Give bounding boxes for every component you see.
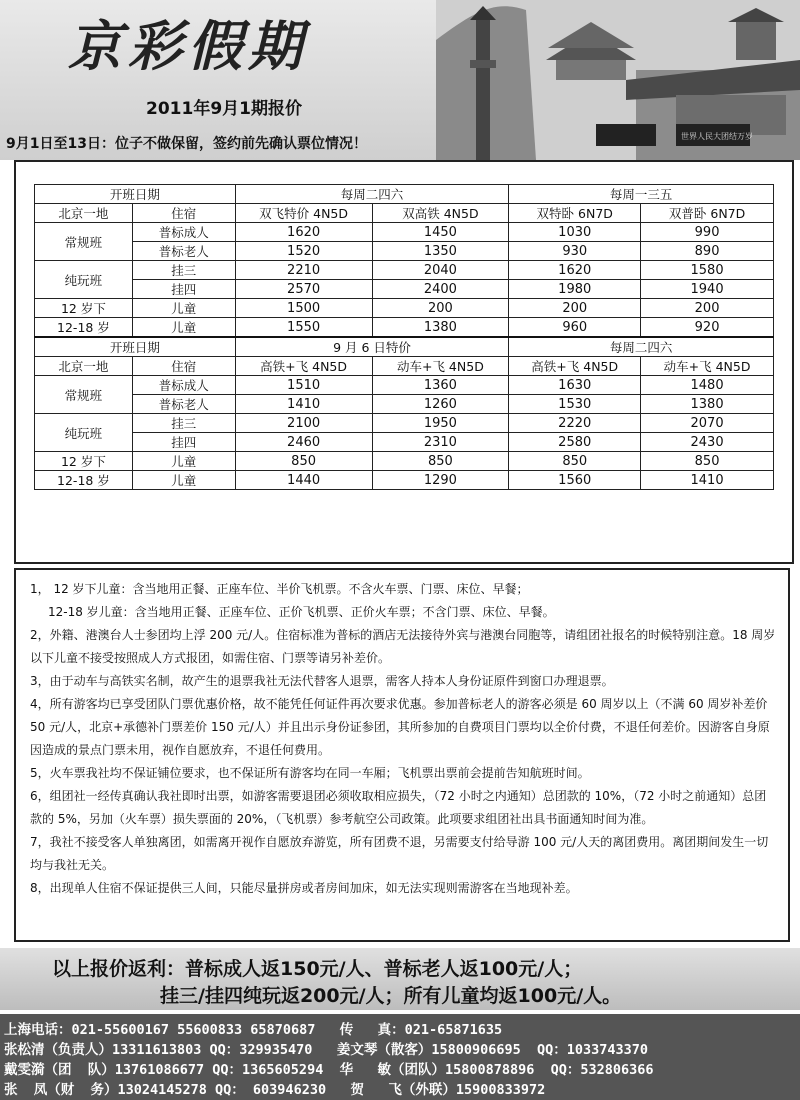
class-cell: 12-18 岁 xyxy=(35,471,133,490)
group-a-header: 每周二四六 xyxy=(235,185,509,204)
stay-cell: 儿童 xyxy=(132,471,235,490)
terms-notes xyxy=(14,568,790,942)
price-cell: 1580 xyxy=(641,261,774,280)
class-cell: 纯玩班 xyxy=(35,414,133,452)
note-item: 2，外籍、港澳台人士参团均上浮 200 元/人。住宿标准为普标的酒店无法接待外宾与港澳台同胞等，请组团社报名的时候特别注意。18 周岁以下儿童不接受按照成人方式报团，如需住宿、门票等请另补差价。 xyxy=(30,628,776,665)
note-item: 7，我社不接受客人单独离团，如需离开视作自愿放弃游览，所有团费不退，另需要支付给导游 100 元/人天的离团费用。离团期间发生一切均与我社无关。 xyxy=(30,835,769,872)
price-cell: 850 xyxy=(235,452,372,471)
stay-cell: 普标老人 xyxy=(132,242,235,261)
price-table xyxy=(34,184,774,490)
tiananmen-sign: 世界人民大团结万岁 xyxy=(681,132,753,141)
price-cell: 200 xyxy=(641,299,774,318)
table2-group-header xyxy=(35,337,774,357)
price-cell: 2310 xyxy=(372,433,509,452)
column-header: 双普卧 6N7D xyxy=(641,204,774,223)
stay-header: 住宿 xyxy=(132,204,235,223)
price-table-section-1 xyxy=(35,185,774,338)
column-header: 动车+飞 4N5D xyxy=(641,357,774,376)
price-cell: 960 xyxy=(509,318,641,338)
stay-cell: 挂四 xyxy=(132,280,235,299)
column-header: 高铁+飞 4N5D xyxy=(509,357,641,376)
price-cell: 1410 xyxy=(641,471,774,490)
class-cell: 常规班 xyxy=(35,376,133,414)
header-banner xyxy=(0,0,800,160)
date-header: 开班日期 xyxy=(35,337,236,357)
note-item: 1， 12 岁下儿童：含当地用正餐、正座车位、半价飞机票。不含火车票、门票、床位、早餐； xyxy=(30,582,529,596)
price-cell: 1520 xyxy=(235,242,372,261)
place-header: 北京一地 xyxy=(35,204,133,223)
price-cell: 2070 xyxy=(641,414,774,433)
table2-column-header xyxy=(35,357,774,376)
class-cell: 12-18 岁 xyxy=(35,318,133,338)
column-header: 高铁+飞 4N5D xyxy=(235,357,372,376)
stay-cell: 挂三 xyxy=(132,414,235,433)
price-cell: 1630 xyxy=(509,376,641,395)
table-row xyxy=(35,376,774,395)
price-table-section-2 xyxy=(35,337,774,490)
group-b-header: 每周一三五 xyxy=(509,185,774,204)
price-cell: 200 xyxy=(509,299,641,318)
price-cell: 1550 xyxy=(235,318,372,338)
price-cell: 1530 xyxy=(509,395,641,414)
price-cell: 1380 xyxy=(641,395,774,414)
stay-cell: 普标老人 xyxy=(132,395,235,414)
table-row xyxy=(35,299,774,318)
price-cell: 1030 xyxy=(509,223,641,242)
table-row xyxy=(35,280,774,299)
table-row xyxy=(35,395,774,414)
stay-cell: 儿童 xyxy=(132,318,235,338)
table-row xyxy=(35,471,774,490)
contact-row: 张松清（负责人）13311613803 QQ：329935470 姜文琴（散客）15800906695 QQ：1033743370 xyxy=(4,1042,649,1058)
price-cell: 1290 xyxy=(372,471,509,490)
price-cell: 2100 xyxy=(235,414,372,433)
contact-footer xyxy=(0,1014,800,1100)
price-cell: 1560 xyxy=(509,471,641,490)
stay-cell: 普标成人 xyxy=(132,376,235,395)
price-cell: 1940 xyxy=(641,280,774,299)
table1-group-header xyxy=(35,185,774,204)
price-cell: 200 xyxy=(372,299,509,318)
table-row xyxy=(35,433,774,452)
price-cell: 2220 xyxy=(509,414,641,433)
price-cell: 2460 xyxy=(235,433,372,452)
table-row xyxy=(35,318,774,338)
column-header: 双飞特价 4N5D xyxy=(235,204,372,223)
rebate-line-1: 以上报价返利：普标成人返150元/人、普标老人返100元/人； xyxy=(52,958,583,980)
price-cell: 850 xyxy=(372,452,509,471)
price-cell: 2040 xyxy=(372,261,509,280)
contact-row: 上海电话：021-55600167 55600833 65870687 传 真：021-65871635 xyxy=(4,1022,503,1038)
price-cell: 1360 xyxy=(372,376,509,395)
table-row xyxy=(35,223,774,242)
price-cell: 1350 xyxy=(372,242,509,261)
table-row xyxy=(35,452,774,471)
stay-cell: 普标成人 xyxy=(132,223,235,242)
stay-cell: 儿童 xyxy=(132,452,235,471)
price-cell: 2400 xyxy=(372,280,509,299)
price-cell: 1260 xyxy=(372,395,509,414)
beijing-landmark-illustration xyxy=(436,0,800,160)
class-cell: 纯玩班 xyxy=(35,261,133,299)
price-cell: 1950 xyxy=(372,414,509,433)
price-cell: 1450 xyxy=(372,223,509,242)
price-cell: 850 xyxy=(641,452,774,471)
stay-cell: 挂四 xyxy=(132,433,235,452)
table1-column-header xyxy=(35,204,774,223)
column-header: 动车+飞 4N5D xyxy=(372,357,509,376)
group-b-header: 每周二四六 xyxy=(509,337,774,357)
price-cell: 990 xyxy=(641,223,774,242)
price-cell: 1480 xyxy=(641,376,774,395)
brand-title: 京彩假期 xyxy=(68,14,308,78)
price-cell: 1510 xyxy=(235,376,372,395)
price-cell: 1620 xyxy=(509,261,641,280)
place-header: 北京一地 xyxy=(35,357,133,376)
contact-row: 张 凤（财 务）13024145278 QQ： 603946230 贺 飞（外联）15900833972 xyxy=(4,1082,546,1098)
note-item: 8，出现单人住宿不保证提供三人间，只能尽量拼房或者房间加床，如无法实现则需游客在当地现补差。 xyxy=(30,881,578,895)
class-cell: 常规班 xyxy=(35,223,133,261)
class-cell: 12 岁下 xyxy=(35,452,133,471)
price-cell: 2430 xyxy=(641,433,774,452)
class-cell: 12 岁下 xyxy=(35,299,133,318)
price-cell: 1500 xyxy=(235,299,372,318)
stay-header: 住宿 xyxy=(132,357,235,376)
column-header: 双特卧 6N7D xyxy=(509,204,641,223)
note-item: 12-18 岁儿童：含当地用正餐、正座车位、正价飞机票、正价火车票；不含门票、床位、早餐。 xyxy=(48,605,555,619)
price-cell: 1410 xyxy=(235,395,372,414)
date-header: 开班日期 xyxy=(35,185,236,204)
price-cell: 1980 xyxy=(509,280,641,299)
stay-cell: 儿童 xyxy=(132,299,235,318)
price-cell: 890 xyxy=(641,242,774,261)
quote-title: 2011年9月1期报价 xyxy=(146,99,302,119)
group-a-header: 9 月 6 日特价 xyxy=(235,337,509,357)
note-item: 4，所有游客均已享受团队门票优惠价格，故不能凭任何证件再次要求优惠。参加普标老人的游客必须是 60 周岁以上（不满 60 周岁补差价 50 元/人，北京+承德补门票差价 150 元/人）并且出示身份证参团，其所参加的自费项目门票均以全价付费，不退任何差价。因游客自身原因造成的景点门票未用，视作自愿放弃，不退任何费用。 xyxy=(30,697,770,757)
price-cell: 1380 xyxy=(372,318,509,338)
column-header: 双高铁 4N5D xyxy=(372,204,509,223)
table-row xyxy=(35,414,774,433)
rebate-line-2: 挂三/挂四纯玩返200元/人；所有儿童均返100元/人。 xyxy=(160,985,622,1007)
booking-notice: 9月1日至13日：位子不做保留，签约前先确认票位情况！ xyxy=(6,136,367,152)
price-cell: 930 xyxy=(509,242,641,261)
table-row xyxy=(35,242,774,261)
price-cell: 850 xyxy=(509,452,641,471)
note-item: 3，由于动车与高铁实名制，故产生的退票我社无法代替客人退票，需客人持本人身份证原件到窗口办理退票。 xyxy=(30,674,614,688)
price-cell: 1620 xyxy=(235,223,372,242)
note-item: 5，火车票我社均不保证铺位要求，也不保证所有游客均在同一车厢；飞机票出票前会提前告知航班时间。 xyxy=(30,766,590,780)
price-cell: 1440 xyxy=(235,471,372,490)
table-row xyxy=(35,261,774,280)
stay-cell: 挂三 xyxy=(132,261,235,280)
price-cell: 920 xyxy=(641,318,774,338)
price-cell: 2210 xyxy=(235,261,372,280)
note-item: 6，组团社一经传真确认我社即时出票，如游客需要退团必须收取相应损失，（72 小时之内通知）总团款的 10%，（72 小时之前通知）总团款的 5%，另加（火车票）损失票面的 20%，（飞机票）参考航空公司政策。此项要求组团社出具书面通知时间为准。 xyxy=(30,789,767,826)
rebate-banner xyxy=(0,948,800,1010)
price-cell: 2580 xyxy=(509,433,641,452)
price-panel xyxy=(14,160,794,564)
price-cell: 2570 xyxy=(235,280,372,299)
contact-row: 戴雯漪（团 队）13761086677 QQ：1365605294 华 敏（团队）15800878896 QQ：532806366 xyxy=(4,1062,654,1078)
